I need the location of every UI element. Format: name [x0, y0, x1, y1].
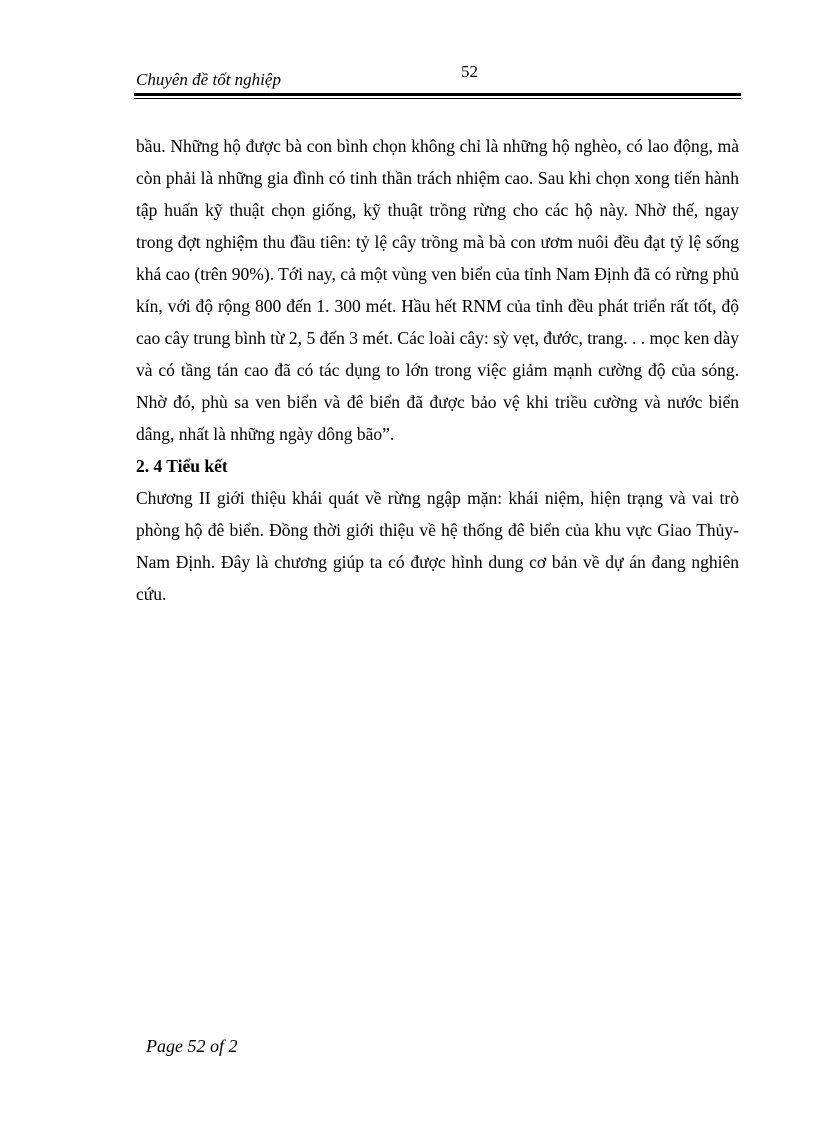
section-heading: 2. 4 Tiểu kết [136, 456, 228, 476]
running-header-title: Chuyên đề tốt nghiệp [136, 70, 281, 89]
body-text [136, 130, 739, 610]
page-footer: Page 52 of 2 [146, 1036, 238, 1056]
header-rule-thick [134, 93, 741, 96]
paragraph-continuation: bầu. Những hộ được bà con bình chọn không chỉ là những hộ nghèo, có lao động, mà còn phải là những gia đình có tinh thần trách nhiệm cao. Sau khi chọn xong tiến hành tập huấn kỹ thuật chọn giống, kỹ thuật trồng rừng cho các hộ này. Nhờ thế, ngay trong đợt nghiệm thu đầu tiên: tỷ lệ cây trồng mà bà con ươm nuôi đều đạt tỷ lệ sống khá cao (trên 90%). Tới nay, cả một vùng ven biển của tỉnh Nam Định đã có rừng phủ kín, với độ rộng 800 đến 1. 300 mét. Hầu hết RNM của tỉnh đều phát triển rất tốt, độ cao cây trung bình từ 2, 5 đến 3 mét. Các loài cây: sỳ vẹt, đước, trang. . . mọc ken dày và có tầng tán cao đã có tác dụng to lớn trong việc giảm mạnh cường độ của sóng. Nhờ đó, phù sa ven biển và đê biển đã được bảo vệ khi triều cường và nước biển dâng, nhất là những ngày dông bão”. [136, 136, 739, 444]
paragraph-summary: Chương II giới thiệu khái quát về rừng ngập mặn: khái niệm, hiện trạng và vai trò phòng hộ đê biển. Đồng thời giới thiệu về hệ thống đê biển của khu vực Giao Thủy- Nam Định. Đây là chương giúp ta có được hình dung cơ bản về dự án đang nghiên cứu. [136, 488, 739, 604]
page-number: 52 [461, 62, 478, 81]
header-rule-thin [134, 98, 741, 99]
